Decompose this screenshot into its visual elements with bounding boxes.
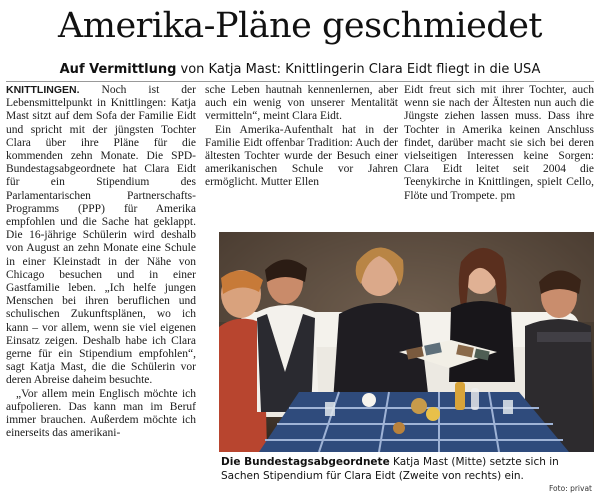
article-column-1 [6,84,196,500]
subheadline [0,62,600,77]
photo-credit: Foto: privat [549,484,592,493]
article-column-3 [404,84,594,220]
article-photo [219,232,594,452]
article-paragraph-text: Noch ist der Lebensmittelpunkt in Knittlingen: Katja Mast sitzt auf dem Sofa der Familie Eidt und spricht mit der jüngsten Tochter Clara über ihre Pläne für die kommenden zehn Monate. Die SPD-Bundestagsabgeordnete hat Clara Eidt für ein Stipendium des Parlamentarischen Partnerschafts-Programms (PPP) für Amerika empfohlen und die Sache hat geklappt. Die 16-jährige Schülerin wird deshalb von August an zehn Monate eine Schule in einer Kleinstadt in der Nähe von Chicago besuchen und in einer Gastfamilie leben. „Ich helfe jungen Menschen bei ihren beruflichen und schulischen Zukunftsplänen, wo ich kann – vor allem, wenn sie viel eigenen Einsatz zeigen. Deshalb habe ich Clara gerne für ein Stipendium empfohlen“, sagt Katja Mast, die die Schülerin vor deren Abreise daheim besuchte. [6,84,196,387]
article-paragraph: „Vor allem mein Englisch möchte ich aufpolieren. Das kann man im Beruf immer brauchen. Außerdem möchte ich einerseits das amerikani- [6,387,196,440]
subheadline-rest: von Katja Mast: Knittlingerin Clara Eidt fliegt in die USA [176,62,541,77]
headline: Amerika-Pläne geschmiedet [58,6,542,46]
article-paragraph: Ein Amerika-Aufenthalt hat in der Familie Eidt offenbar Tradition: Auch der ältesten Tochter wurde der Besuch einer amerikanischen Schule vor Jahren ermöglicht. Mutter Ellen [205,123,398,189]
caption-text: Katja Mast (Mitte) setzte sich in Sachen Stipendium für Clara Eidt (Zweite von rechts) ein. [221,456,559,482]
dateline: KNITTLINGEN. [6,84,80,96]
article-paragraph: Eidt freut sich mit ihrer Tochter, auch wenn sie nach der Ältesten nun auch die Jüngste ziehen lassen muss. Dass ihre Tochter in Amerika keinen Anschluss findet, darüber macht sie sich bei deren vielseitigen Interessen keine Sorgen: Clara Eidt leitet seit 2004 die Teenykirche in Knittlingen, spielt Cello, Flöte und Trompete. pm [404,84,594,202]
headline-divider [6,81,594,82]
photo-caption [221,455,594,483]
subheadline-lead: Auf Vermittlung [59,62,177,77]
article-paragraph: sche Leben hautnah kennenlernen, aber auch ein wenig von unserer Mentalität vermitteln“, meint Clara Eidt. [205,84,398,123]
article-paragraph [6,84,196,388]
caption-lead: Die Bundestagsabgeordnete [221,456,390,468]
article-column-2 [205,84,398,220]
